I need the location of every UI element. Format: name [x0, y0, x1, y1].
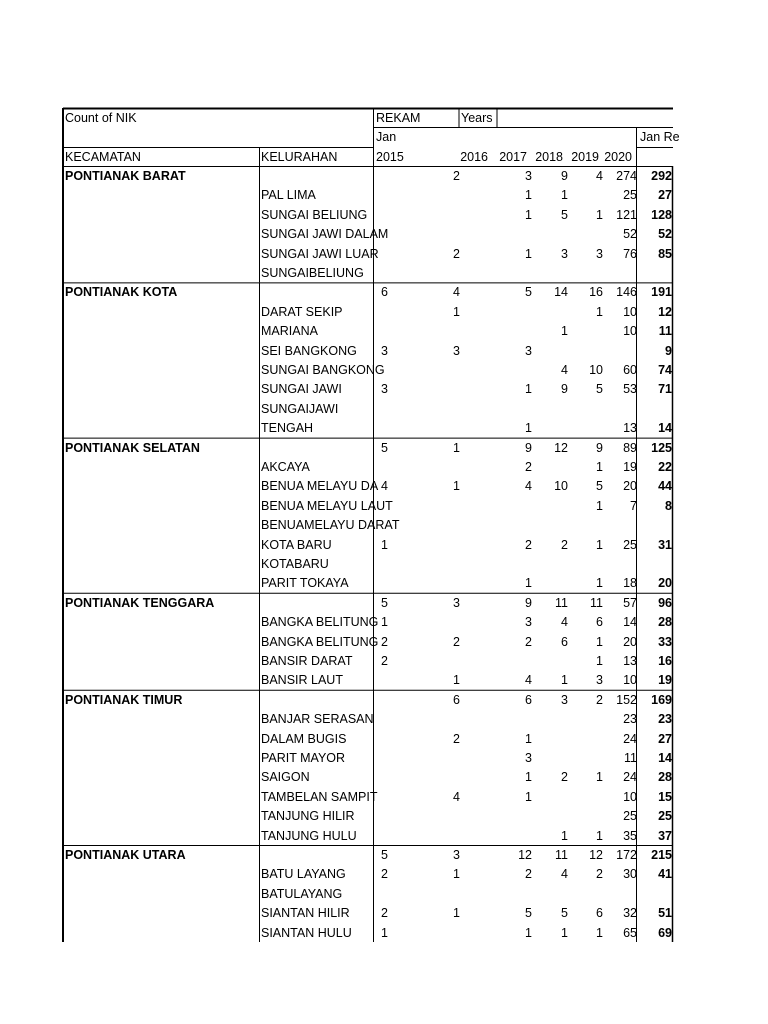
year-count-cell: 20	[623, 634, 637, 649]
grand-total-cell: 74	[658, 363, 672, 377]
year-count-cell: 1	[561, 673, 568, 688]
kelurahan-name: SEI BANGKONG	[261, 343, 357, 358]
year-count-cell: 1	[596, 460, 603, 474]
year-count-cell: 11	[624, 751, 637, 765]
year-count-cell: 1	[561, 324, 568, 339]
kecamatan-name: PONTIANAK TIMUR	[65, 692, 183, 707]
kelurahan-name: MARIANA	[261, 324, 318, 339]
grand-total-cell: 128	[651, 207, 672, 222]
year-count-cell: 1	[453, 906, 460, 921]
kelurahan-name: PAL LIMA	[261, 188, 316, 203]
kelurahan-name: PARIT MAYOR	[261, 751, 346, 765]
year-count-cell: 3	[453, 848, 460, 862]
year-count-cell: 2	[525, 634, 532, 649]
year-count-cell: 6	[561, 634, 568, 649]
kelurahan-name: SIANTAN HULU	[261, 925, 352, 940]
year-2019-header: 2019	[571, 150, 599, 164]
kelurahan-name: BENUAMELAYU DARAT	[261, 518, 400, 533]
grand-total-cell: 12	[658, 304, 672, 319]
year-count-cell: 4	[561, 867, 568, 882]
year-count-cell: 2	[453, 634, 460, 649]
year-2018-header: 2018	[535, 150, 563, 164]
grand-total-cell: 27	[658, 731, 672, 746]
year-count-cell: 1	[525, 925, 532, 940]
year-count-cell: 9	[561, 169, 568, 183]
year-2020-header: 2020	[604, 150, 632, 164]
grand-total-cell: 33	[658, 634, 672, 649]
kecamatan-name: PONTIANAK KOTA	[65, 285, 178, 300]
year-count-cell: 5	[381, 440, 388, 455]
grand-total-cell: 69	[658, 925, 672, 940]
kelurahan-name: SIANTAN HILIR	[261, 906, 350, 921]
year-count-cell: 25	[623, 809, 637, 824]
year-count-cell: 25	[623, 188, 637, 203]
kelurahan-name: SUNGAIBELIUNG	[261, 266, 364, 280]
kelurahan-name: SUNGAI JAWI	[261, 382, 342, 397]
kelurahan-name: TANJUNG HULU	[261, 828, 357, 843]
year-count-cell: 2	[381, 634, 388, 649]
grand-total-cell: 71	[658, 382, 672, 397]
year-count-cell: 2	[453, 169, 460, 183]
kecamatan-name: PONTIANAK BARAT	[65, 169, 186, 183]
year-count-cell: 6	[453, 692, 460, 707]
grand-total-cell: 96	[658, 595, 672, 610]
year-count-cell: 1	[525, 188, 532, 203]
year-count-cell: 5	[596, 382, 603, 397]
year-count-cell: 1	[525, 789, 532, 804]
year-count-cell: 2	[561, 537, 568, 552]
year-count-cell: 5	[561, 906, 568, 921]
kelurahan-name: DALAM BUGIS	[261, 731, 347, 746]
year-count-cell: 7	[630, 498, 637, 513]
year-2016-header: 2016	[460, 150, 488, 164]
grand-total-cell: 15	[658, 789, 672, 804]
year-count-cell: 1	[525, 576, 532, 591]
year-count-cell: 2	[453, 731, 460, 746]
kelurahan-name: BANGKA BELITUNG	[261, 615, 379, 630]
year-count-cell: 1	[596, 576, 603, 591]
year-count-cell: 4	[453, 285, 460, 300]
year-count-cell: 3	[525, 343, 532, 358]
year-count-cell: 14	[554, 285, 568, 300]
kelurahan-name: BENUA MELAYU DA	[261, 479, 379, 494]
kelurahan-name: AKCAYA	[261, 460, 310, 474]
year-count-cell: 1	[381, 537, 388, 552]
year-count-cell: 10	[623, 789, 637, 804]
grand-total-cell: 37	[658, 828, 672, 843]
year-count-cell: 1	[453, 479, 460, 494]
year-count-cell: 1	[561, 925, 568, 940]
year-2015-header: 2015	[376, 150, 404, 164]
grand-total-cell: 20	[658, 576, 672, 591]
year-count-cell: 1	[453, 440, 460, 455]
year-count-cell: 1	[596, 537, 603, 552]
year-count-cell: 10	[623, 324, 637, 339]
year-count-cell: 10	[623, 673, 637, 688]
kelurahan-name: PARIT TOKAYA	[261, 576, 349, 591]
year-count-cell: 6	[525, 692, 532, 707]
year-count-cell: 3	[561, 246, 568, 261]
grand-total-cell: 191	[651, 285, 672, 300]
kecamatan-name: PONTIANAK UTARA	[65, 848, 186, 862]
kelurahan-name: TAMBELAN SAMPIT	[261, 789, 378, 804]
grand-total-cell: 8	[665, 498, 672, 513]
year-count-cell: 12	[518, 848, 532, 862]
year-2017-header: 2017	[499, 150, 527, 164]
year-count-cell: 52	[623, 227, 637, 242]
year-count-cell: 1	[525, 382, 532, 397]
year-count-cell: 3	[525, 169, 532, 183]
year-count-cell: 5	[381, 848, 388, 862]
year-count-cell: 2	[453, 246, 460, 261]
kelurahan-name: SUNGAIJAWI	[261, 401, 339, 416]
kelurahan-name: BANSIR LAUT	[261, 673, 343, 688]
year-count-cell: 3	[596, 246, 603, 261]
year-count-cell: 1	[525, 770, 532, 785]
kecamatan-name: PONTIANAK TENGGARA	[65, 595, 215, 610]
year-count-cell: 4	[596, 169, 603, 183]
kelurahan-name: TENGAH	[261, 421, 314, 436]
grand-total-cell: 28	[658, 770, 672, 785]
year-count-cell: 1	[561, 188, 568, 203]
year-count-cell: 13	[623, 654, 637, 668]
year-count-cell: 57	[623, 595, 637, 610]
year-count-cell: 12	[554, 440, 568, 455]
year-count-cell: 274	[616, 169, 637, 183]
kelurahan-name: BANGKA BELITUNG	[261, 634, 379, 649]
year-count-cell: 6	[381, 285, 388, 300]
year-count-cell: 1	[453, 304, 460, 319]
year-count-cell: 121	[616, 207, 637, 222]
year-count-cell: 65	[623, 925, 637, 940]
year-count-cell: 13	[623, 421, 637, 436]
year-count-cell: 14	[623, 615, 637, 630]
year-count-cell: 152	[616, 692, 637, 707]
year-count-cell: 5	[525, 906, 532, 921]
year-count-cell: 10	[554, 479, 568, 494]
year-count-cell: 18	[623, 576, 637, 591]
grand-total-cell: 52	[658, 227, 672, 242]
year-count-cell: 19	[623, 460, 637, 474]
year-count-cell: 2	[596, 692, 603, 707]
year-count-cell: 172	[616, 848, 637, 862]
kelurahan-name: SUNGAI JAWI LUAR	[261, 246, 379, 261]
kecamatan-name: PONTIANAK SELATAN	[65, 440, 200, 455]
year-count-cell: 35	[623, 828, 637, 843]
kelurahan-name: SUNGAI BELIUNG	[261, 207, 368, 222]
jan-header-label: Jan	[376, 130, 397, 144]
year-count-cell: 1	[453, 867, 460, 882]
kelurahan-name: KOTABARU	[261, 557, 329, 571]
grand-total-cell: 292	[651, 169, 672, 183]
kelurahan-name: BATULAYANG	[261, 886, 343, 901]
grand-total-cell: 169	[651, 692, 672, 707]
year-count-cell: 1	[525, 207, 532, 222]
year-count-cell: 3	[596, 673, 603, 688]
year-count-cell: 3	[453, 595, 460, 610]
year-count-cell: 5	[561, 207, 568, 222]
year-count-cell: 10	[623, 304, 637, 319]
year-count-cell: 5	[525, 285, 532, 300]
year-count-cell: 16	[589, 285, 603, 300]
year-count-cell: 1	[596, 634, 603, 649]
year-count-cell: 9	[525, 440, 532, 455]
years-field-label: Years	[461, 111, 493, 125]
year-count-cell: 3	[525, 615, 532, 630]
year-count-cell: 9	[525, 595, 532, 610]
year-count-cell: 2	[381, 654, 388, 668]
year-count-cell: 2	[381, 906, 388, 921]
year-count-cell: 89	[623, 440, 637, 455]
year-count-cell: 1	[596, 828, 603, 843]
grand-total-cell: 44	[658, 479, 672, 494]
year-count-cell: 5	[381, 595, 388, 610]
year-count-cell: 3	[561, 692, 568, 707]
year-count-cell: 11	[555, 595, 568, 610]
kelurahan-name: BENUA MELAYU LAUT	[261, 498, 393, 513]
year-count-cell: 53	[623, 382, 637, 397]
grand-total-cell: 125	[651, 440, 672, 455]
jan-re-header-label: Jan Re	[640, 130, 680, 144]
year-count-cell: 25	[623, 537, 637, 552]
year-count-cell: 3	[381, 382, 388, 397]
year-count-cell: 2	[525, 867, 532, 882]
year-count-cell: 1	[525, 246, 532, 261]
year-count-cell: 32	[623, 906, 637, 921]
grand-total-cell: 14	[658, 751, 672, 765]
year-count-cell: 1	[596, 654, 603, 668]
year-count-cell: 146	[616, 285, 637, 300]
year-count-cell: 1	[596, 925, 603, 940]
year-count-cell: 1	[381, 615, 388, 630]
kelurahan-name: SUNGAI JAWI DALAM	[261, 227, 389, 242]
year-count-cell: 2	[381, 867, 388, 882]
year-count-cell: 6	[596, 615, 603, 630]
year-count-cell: 1	[525, 421, 532, 436]
year-count-cell: 24	[623, 731, 637, 746]
grand-total-cell: 51	[658, 906, 672, 921]
year-count-cell: 1	[596, 304, 603, 319]
grand-total-cell: 16	[658, 654, 672, 668]
year-count-cell: 4	[453, 789, 460, 804]
year-count-cell: 1	[596, 207, 603, 222]
year-count-cell: 1	[596, 770, 603, 785]
year-count-cell: 4	[561, 615, 568, 630]
year-count-cell: 1	[453, 673, 460, 688]
year-count-cell: 1	[525, 731, 532, 746]
year-count-cell: 4	[381, 479, 388, 494]
year-count-cell: 5	[596, 479, 603, 494]
year-count-cell: 9	[561, 382, 568, 397]
grand-total-cell: 28	[658, 615, 672, 630]
grand-total-cell: 22	[658, 460, 672, 474]
year-count-cell: 9	[596, 440, 603, 455]
kelurahan-name: BANJAR SERASAN	[261, 712, 374, 727]
year-count-cell: 11	[590, 595, 603, 610]
year-count-cell: 30	[623, 867, 637, 882]
year-count-cell: 11	[555, 848, 568, 862]
year-count-cell: 2	[561, 770, 568, 785]
year-count-cell: 1	[561, 828, 568, 843]
rekam-field-label: REKAM	[376, 111, 421, 125]
grand-total-cell: 11	[658, 324, 672, 339]
kelurahan-name: SAIGON	[261, 770, 310, 785]
year-count-cell: 60	[623, 363, 637, 377]
year-count-cell: 23	[623, 712, 637, 727]
count-of-nik-label: Count of NIK	[65, 111, 137, 125]
kelurahan-name: DARAT SEKIP	[261, 304, 343, 319]
grand-total-cell: 25	[658, 809, 672, 824]
grand-total-cell: 9	[665, 343, 672, 358]
year-count-cell: 2	[525, 537, 532, 552]
grand-total-cell: 41	[658, 867, 672, 882]
year-count-cell: 3	[525, 751, 532, 765]
year-count-cell: 2	[525, 460, 532, 474]
grand-total-cell: 215	[651, 848, 672, 862]
kecamatan-column-header: KECAMATAN	[65, 150, 141, 164]
year-count-cell: 4	[525, 479, 532, 494]
year-count-cell: 20	[623, 479, 637, 494]
year-count-cell: 6	[596, 906, 603, 921]
year-count-cell: 12	[589, 848, 603, 862]
kelurahan-name: TANJUNG HILIR	[261, 809, 355, 824]
year-count-cell: 1	[596, 498, 603, 513]
year-count-cell: 3	[453, 343, 460, 358]
grand-total-cell: 31	[658, 537, 672, 552]
grand-total-cell: 23	[658, 712, 672, 727]
year-count-cell: 24	[623, 770, 637, 785]
year-count-cell: 3	[381, 343, 388, 358]
kelurahan-name: KOTA BARU	[261, 537, 332, 552]
year-count-cell: 1	[381, 925, 388, 940]
year-count-cell: 10	[589, 363, 603, 377]
year-count-cell: 4	[525, 673, 532, 688]
year-count-cell: 4	[561, 363, 568, 377]
kelurahan-name: BANSIR DARAT	[261, 654, 353, 668]
grand-total-cell: 14	[658, 421, 672, 436]
kelurahan-name: BATU LAYANG	[261, 867, 346, 882]
kelurahan-name: SUNGAI BANGKONG	[261, 363, 385, 377]
kelurahan-column-header: KELURAHAN	[261, 150, 338, 164]
year-count-cell: 76	[623, 246, 637, 261]
grand-total-cell: 85	[658, 246, 672, 261]
grand-total-cell: 19	[658, 673, 672, 688]
grand-total-cell: 27	[658, 188, 672, 203]
year-count-cell: 2	[596, 867, 603, 882]
